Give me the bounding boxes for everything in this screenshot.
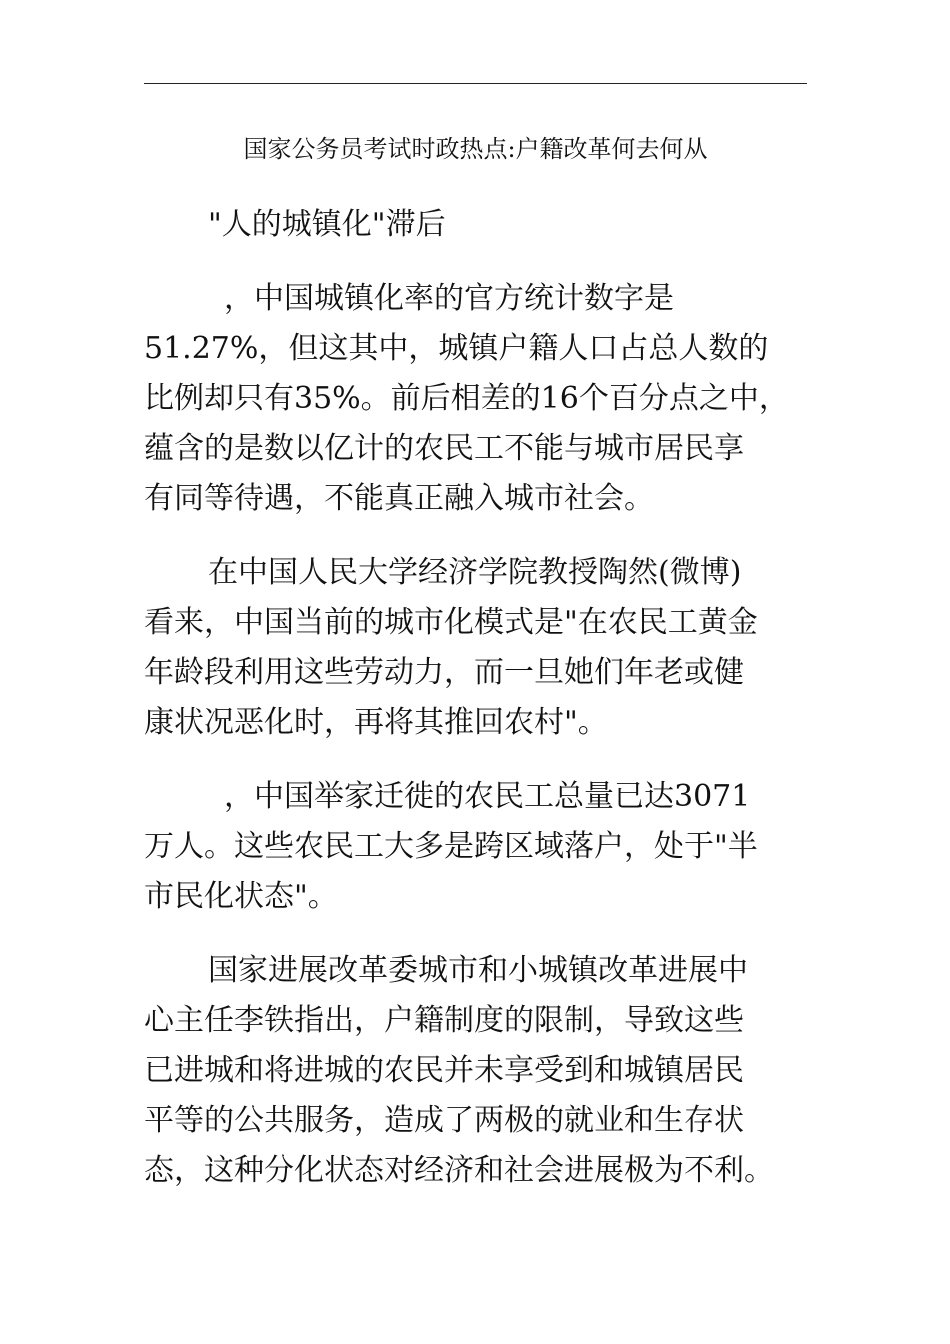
paragraph-line: 市民化状态"。 <box>144 879 338 914</box>
paragraph-line: 比例却只有35%。前后相差的16个百分点之中， <box>144 381 789 416</box>
section-heading <box>144 200 807 250</box>
paragraph-line: 态，这种分化状态对经济和社会进展极为不利。 <box>144 1153 774 1188</box>
paragraph-line: 心主任李铁指出，户籍制度的限制，导致这些 <box>144 1003 744 1038</box>
paragraph-line: 年龄段利用这些劳动力，而一旦她们年老或健 <box>144 655 744 690</box>
paragraph-line: 51.27%，但这其中，城镇户籍人口占总人数的 <box>144 331 769 366</box>
paragraph-line: 看来，中国当前的城市化模式是"在农民工黄金 <box>144 605 758 640</box>
paragraph-line: 已进城和将进城的农民并未享受到和城镇居民 <box>144 1053 744 1088</box>
paragraph-line: 平等的公共服务，造成了两极的就业和生存状 <box>144 1103 744 1138</box>
document-body <box>144 200 807 1196</box>
paragraph-4 <box>144 946 807 1196</box>
heading-text: "人的城镇化"滞后 <box>208 207 446 242</box>
paragraph-1 <box>144 274 807 524</box>
document-title: 国家公务员考试时政热点:户籍改革何去何从 <box>243 135 708 163</box>
paragraph-line: 国家进展改革委城市和小城镇改革进展中 <box>208 953 748 988</box>
paragraph-line: 在中国人民大学经济学院教授陶然(微博) <box>208 555 742 590</box>
paragraph-line: 康状况恶化时，再将其推回农村"。 <box>144 705 608 740</box>
paragraph-3 <box>144 772 807 922</box>
paragraph-line: 有同等待遇，不能真正融入城市社会。 <box>144 481 654 516</box>
paragraph-line: ，中国城镇化率的官方统计数字是 <box>224 281 674 316</box>
paragraph-line: 万人。这些农民工大多是跨区域落户，处于"半 <box>144 829 758 864</box>
paragraph-line: 蕴含的是数以亿计的农民工不能与城市居民享 <box>144 431 744 466</box>
paragraph-2 <box>144 548 807 748</box>
paragraph-line: ，中国举家迁徙的农民工总量已达3071 <box>224 779 751 814</box>
header-rule <box>144 83 807 84</box>
